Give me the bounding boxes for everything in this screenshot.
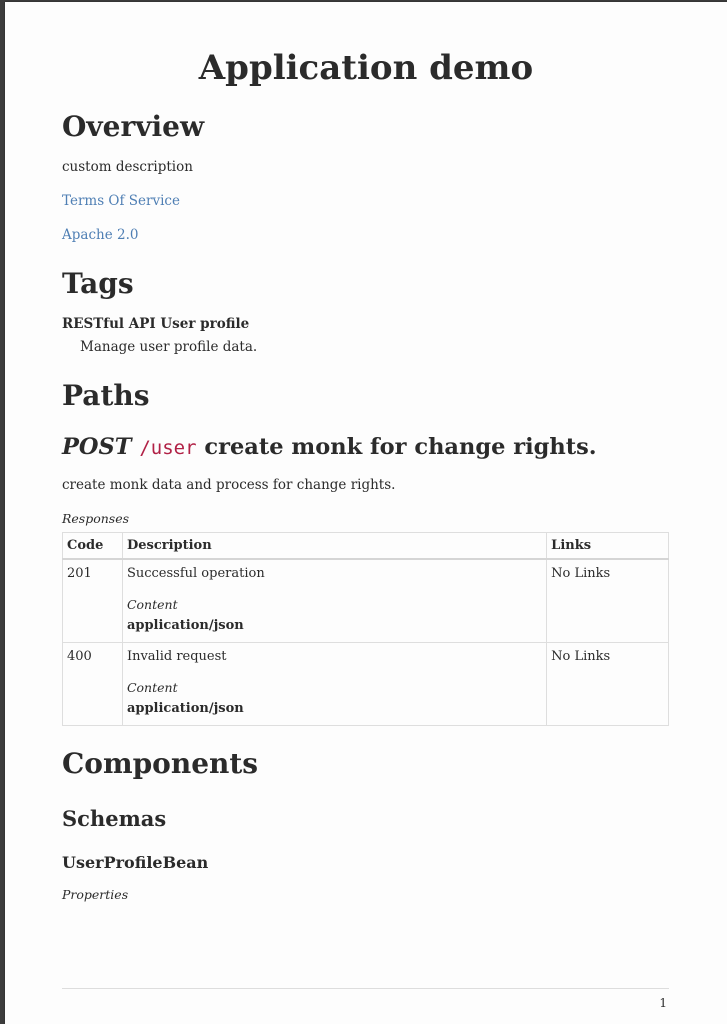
- content-label: Content: [126, 679, 178, 695]
- media-type: application/json: [126, 618, 244, 633]
- header-code: Code: [63, 533, 123, 560]
- responses-caption: Responses: [62, 511, 130, 526]
- content-label: Content: [126, 597, 178, 612]
- operation-description: create monk data and process for change rights.: [62, 477, 396, 493]
- schemas-heading: Schemas: [62, 806, 167, 831]
- header-links: Links: [547, 533, 669, 560]
- header-description: Description: [122, 533, 546, 560]
- overview-heading: Overview: [62, 110, 205, 143]
- responses-table: [62, 532, 669, 726]
- table-row: [63, 559, 669, 642]
- response-code: 201: [63, 559, 123, 642]
- http-method: POST: [62, 434, 132, 460]
- response-links: No Links: [547, 642, 669, 725]
- operation-title: [62, 434, 597, 460]
- tags-heading: Tags: [62, 267, 134, 300]
- tag-description: Manage user profile data.: [80, 339, 258, 355]
- license-link[interactable]: Apache 2.0: [62, 227, 139, 243]
- operation-summary: create monk for change rights.: [204, 434, 597, 460]
- response-links: No Links: [547, 559, 669, 642]
- components-heading: Components: [62, 747, 259, 780]
- overview-description: custom description: [62, 159, 193, 175]
- document-title: Application demo: [198, 48, 534, 88]
- operation-path: /user: [139, 437, 197, 459]
- schema-name: UserProfileBean: [62, 853, 209, 872]
- page-number: 1: [659, 996, 667, 1010]
- response-code: 400: [63, 642, 123, 725]
- document-content: [62, 2, 669, 1002]
- terms-of-service-link[interactable]: Terms Of Service: [62, 193, 180, 209]
- response-description-cell: [122, 642, 546, 725]
- document-page: [5, 2, 727, 1024]
- response-description-cell: [122, 559, 546, 642]
- properties-caption: Properties: [62, 887, 129, 902]
- paths-heading: Paths: [62, 379, 150, 412]
- table-row: [63, 642, 669, 725]
- responses-header-row: [63, 533, 669, 560]
- tag-name: RESTful API User profile: [62, 316, 250, 332]
- response-description: Successful operation: [126, 566, 265, 581]
- media-type: application/json: [126, 700, 244, 716]
- response-description: Invalid request: [126, 648, 227, 664]
- footer-divider: [62, 988, 669, 989]
